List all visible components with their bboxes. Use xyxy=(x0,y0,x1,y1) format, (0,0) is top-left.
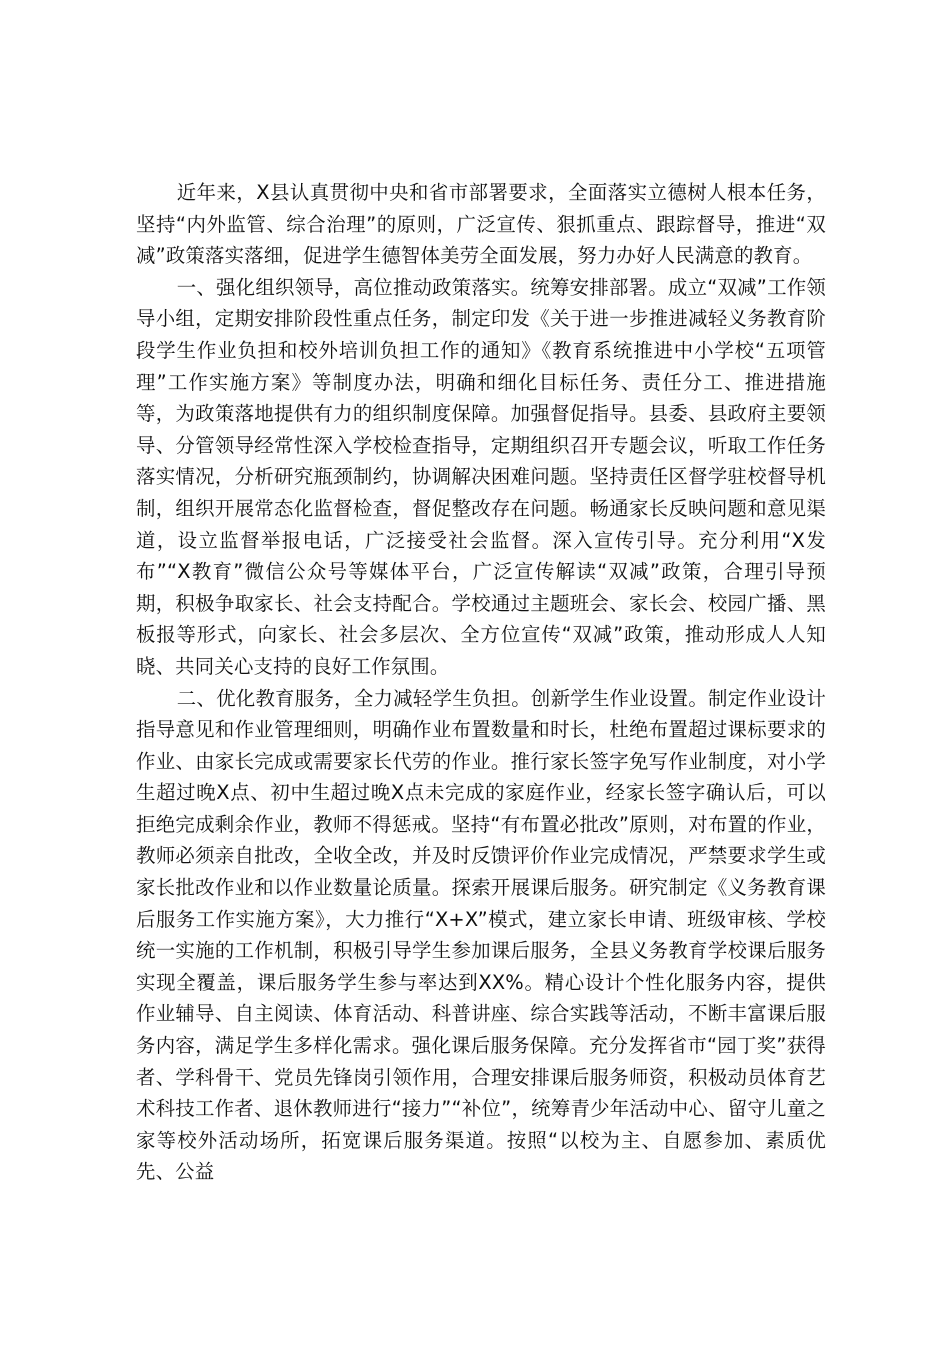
intro-paragraph: 近年来，X县认真贯彻中央和省市部署要求，全面落实立德树人根本任务，坚持“内外监管、综合治理”的原则，广泛宣传、狠抓重点、跟踪督导，推进“双减”政策落实落细，促进学生德智体美劳全面发展，努力办好人民满意的教育。 xyxy=(136,181,826,268)
section-two-paragraph: 二、优化教育服务，全力减轻学生负担。创新学生作业设置。制定作业设计指导意见和作业管理细则，明确作业布置数量和时长，杜绝布置超过课标要求的作业、由家长完成或需要家长代劳的作业。推行家长签字免写作业制度，对小学生超过晚X点、初中生超过晚X点未完成的家庭作业，经家长签字确认后，可以拒绝完成剩余作业，教师不得惩戒。坚持“有布置必批改”原则，对布置的作业，教师必须亲自批改，全收全改，并及时反馈评价作业完成情况，严禁要求学生或家长批改作业和以作业数量论质量。探索开展课后服务。研究制定《义务教育课后服务工作实施方案》，大力推行“X+X”模式，建立家长申请、班级审核、学校统一实施的工作机制，积极引导学生参加课后服务，全县义务教育学校课后服务实现全覆盖，课后服务学生参与率达到XX%。精心设计个性化服务内容，提供作业辅导、自主阅读、体育活动、科普讲座、综合实践等活动，不断丰富课后服务内容，满足学生多样化需求。强化课后服务保障。充分发挥省市“园丁奖”获得者、学科骨干、党员先锋岗引领作用，合理安排课后服务师资，积极动员体育艺术科技工作者、退休教师进行“接力”“补位”，统筹青少年活动中心、留守儿童之家等校外活动场所，拓宽课后服务渠道。按照“以校为主、自愿参加、素质优先、公益 xyxy=(136,686,826,1184)
document-body xyxy=(136,177,826,1188)
section-one-paragraph: 一、强化组织领导，高位推动政策落实。统筹安排部署。成立“双减”工作领导小组，定期安排阶段性重点任务，制定印发《关于进一步推进减轻义务教育阶段学生作业负担和校外培训负担工作的通知》《教育系统推进中小学校“五项管理”工作实施方案》等制度办法，明确和细化目标任务、责任分工、推进措施等，为政策落地提供有力的组织制度保障。加强督促指导。县委、县政府主要领导、分管领导经常性深入学校检查指导，定期组织召开专题会议，听取工作任务落实情况，分析研究瓶颈制约，协调解决困难问题。坚持责任区督学驻校督导机制，组织开展常态化监督检查，督促整改存在问题。畅通家长反映问题和意见渠道，设立监督举报电话，广泛接受社会监督。深入宣传引导。充分利用“X发布”“X教育”微信公众号等媒体平台，广泛宣传解读“双减”政策，合理引导预期，积极争取家长、社会支持配合。学校通过主题班会、家长会、校园广播、黑板报等形式，向家长、社会多层次、全方位宣传“双减”政策，推动形成人人知晓、共同关心支持的良好工作氛围。 xyxy=(136,275,826,678)
